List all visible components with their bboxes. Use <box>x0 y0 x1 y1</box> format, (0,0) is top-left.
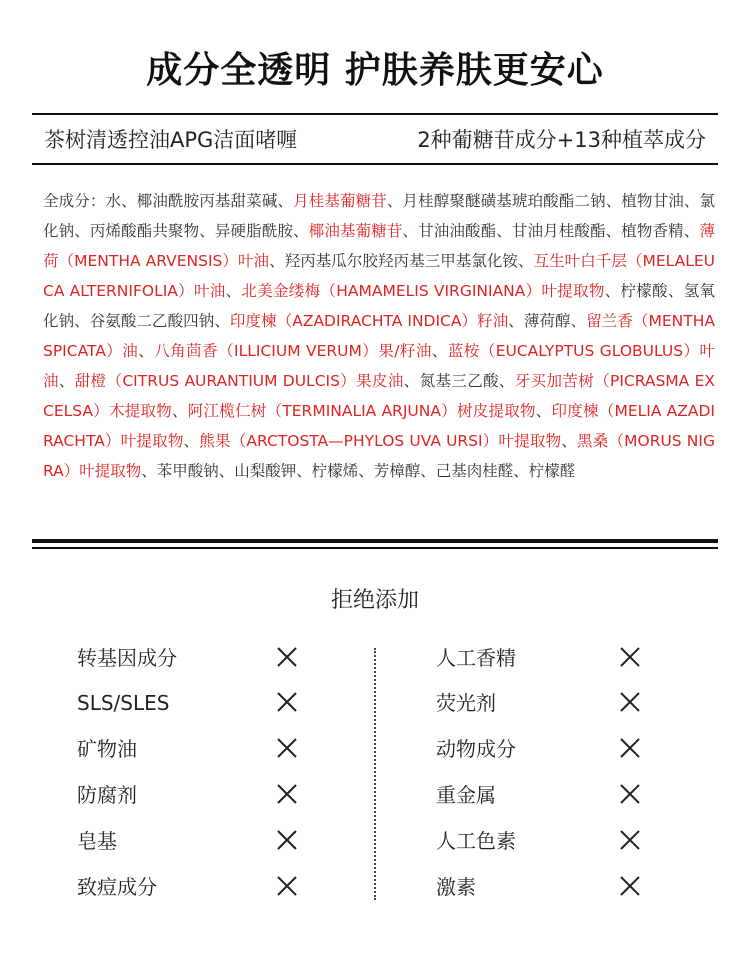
ingredient-text: 、薄荷醇、 <box>508 312 587 330</box>
ingredient-highlight: 椰油基葡糖苷 <box>308 222 403 240</box>
ingredient-text: 、柠檬酸、氢氧化钠、谷氨酸二乙酸四钠、 <box>43 282 715 330</box>
ingredient-text: 、 <box>183 432 200 450</box>
ingredient-highlight: 薄荷（MENTHA ARVENSIS）叶油 <box>43 222 715 270</box>
column-divider <box>374 648 376 900</box>
no-additive-label: 皂基 <box>77 829 117 853</box>
double-rule-top <box>32 539 718 543</box>
cross-icon <box>276 737 298 759</box>
ingredient-highlight: 月桂基葡糖苷 <box>293 192 387 210</box>
no-additive-label: 人工色素 <box>436 829 516 853</box>
cross-icon <box>619 646 641 668</box>
ingredient-text: 、 <box>535 402 552 420</box>
ingredient-highlight: 印度楝（MELIA AZADIRACHTA）叶提取物 <box>43 402 715 450</box>
top-rule <box>32 113 718 115</box>
ingredient-text: 、 <box>225 282 242 300</box>
ingredient-text: 全成分：水、椰油酰胺丙基甜菜碱、 <box>43 192 294 210</box>
cross-icon <box>276 875 298 897</box>
double-rule-bottom <box>32 547 718 549</box>
cross-icon <box>619 783 641 805</box>
ingredient-highlight: 蓝桉（EUCALYPTUS GLOBULUS）叶油 <box>43 342 715 390</box>
ingredient-text: 、甘油油酸酯、甘油月桂酸酯、植物香精、 <box>402 222 700 240</box>
ingredient-summary: 2种葡糖苷成分+13种植萃成分 <box>417 128 706 152</box>
cross-icon <box>619 875 641 897</box>
ingredient-highlight: 熊果（ARCTOSTA—PHYLOS UVA URSI）叶提取物 <box>199 432 562 450</box>
ingredient-highlight: 阿江榄仁树（TERMINALIA ARJUNA）树皮提取物 <box>187 402 536 420</box>
ingredient-list <box>43 186 715 486</box>
no-additive-label: 转基因成分 <box>77 646 177 670</box>
no-additive-label: SLS/SLES <box>77 691 170 715</box>
ingredient-highlight: 牙买加苦树（PICRASMA EXCELSA）木提取物 <box>43 372 715 420</box>
ingredient-highlight: 黑桑（MORUS NIGRA）叶提取物 <box>43 432 715 480</box>
ingredient-highlight: 互生叶白千层（MELALEUCA ALTERNIFOLIA）叶油 <box>43 252 715 300</box>
cross-icon <box>276 646 298 668</box>
ingredient-text: 、 <box>561 432 578 450</box>
no-additive-label: 激素 <box>436 875 476 899</box>
subbar-rule <box>32 163 718 165</box>
no-additives-title: 拒绝添加 <box>330 588 419 613</box>
ingredient-highlight: 北美金缕梅（HAMAMELIS VIRGINIANA）叶提取物 <box>241 282 605 300</box>
headline: 成分全透明 护肤养肤更安心 <box>146 50 604 91</box>
no-additive-label: 防腐剂 <box>77 783 137 807</box>
ingredient-text: 、 <box>431 342 448 360</box>
ingredient-text: 、羟丙基瓜尔胶羟丙基三甲基氯化铵、 <box>269 252 534 270</box>
cross-icon <box>276 829 298 851</box>
ingredient-highlight: 八角茴香（ILLICIUM VERUM）果/籽油 <box>154 342 432 360</box>
no-additive-label: 荧光剂 <box>436 691 496 715</box>
cross-icon <box>619 829 641 851</box>
product-name: 茶树清透控油APG洁面啫喱 <box>44 128 298 152</box>
cross-icon <box>276 783 298 805</box>
ingredient-text: 、 <box>172 402 188 420</box>
no-additive-label: 人工香精 <box>436 646 516 670</box>
no-additive-label: 矿物油 <box>77 737 137 761</box>
no-additive-label: 致痘成分 <box>77 875 157 899</box>
cross-icon <box>619 737 641 759</box>
ingredient-highlight: 印度楝（AZADIRACHTA INDICA）籽油 <box>229 312 509 330</box>
ingredient-highlight: 甜橙（CITRUS AURANTIUM DULCIS）果皮油 <box>74 372 404 390</box>
no-additive-label: 动物成分 <box>436 737 516 761</box>
cross-icon <box>619 691 641 713</box>
ingredient-highlight: 留兰香（MENTHA SPICATA）油 <box>43 312 715 360</box>
ingredient-text: 、 <box>138 342 155 360</box>
no-additive-label: 重金属 <box>436 783 496 807</box>
ingredient-text: 、苯甲酸钠、山梨酸钾、柠檬烯、芳樟醇、己基肉桂醛、柠檬醛 <box>141 462 576 480</box>
cross-icon <box>276 691 298 713</box>
ingredient-text: 、氮基三乙酸、 <box>403 372 515 390</box>
ingredient-text: 、月桂醇聚醚磺基琥珀酸酯二钠、植物甘油、氯化钠、丙烯酸酯共聚物、异硬脂酰胺、 <box>43 192 715 240</box>
ingredient-text: 、 <box>58 372 75 390</box>
